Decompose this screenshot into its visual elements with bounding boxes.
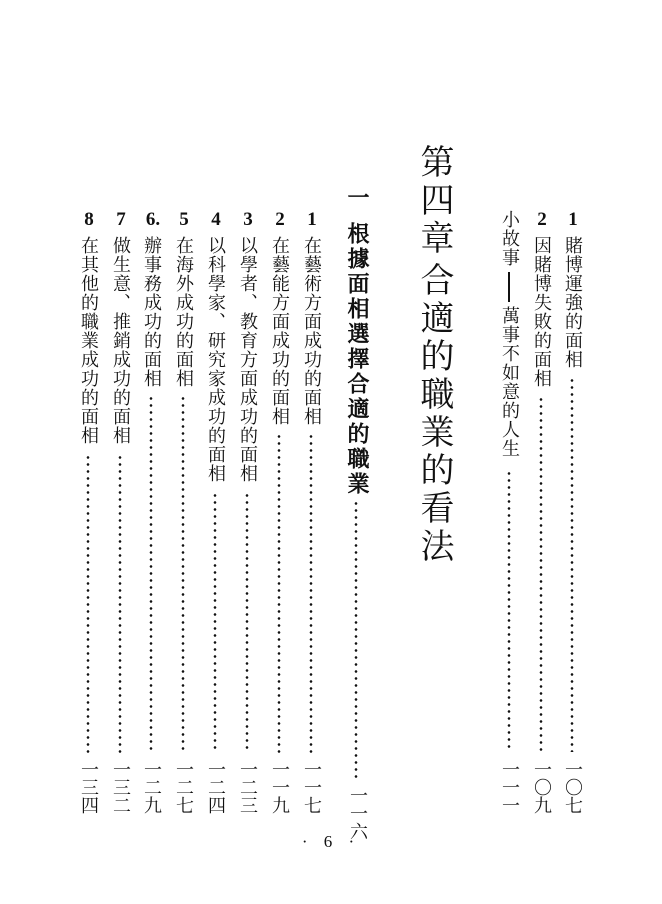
- dot-leader: [118, 454, 122, 753]
- entry-page: 一一九: [269, 760, 290, 814]
- section-title: 根據面相選擇合適的職業: [344, 222, 370, 497]
- entry-number: 3: [243, 209, 253, 230]
- entry-title: 做生意、推銷成功的面相: [110, 236, 131, 445]
- entry-number: 5: [179, 209, 189, 230]
- entry-page: 一一一: [499, 760, 520, 814]
- entry-page: 一〇七: [562, 760, 583, 814]
- entry-number: 1: [307, 209, 317, 230]
- entry-title: 以科學家、研究家成功的面相: [205, 236, 226, 483]
- entry-title: 在藝能方面成功的面相: [269, 236, 290, 426]
- dot-leader: [570, 377, 574, 752]
- entry-page: 一一七: [301, 760, 322, 814]
- entry-page: 一二九: [141, 760, 162, 814]
- entry-page: 一三二: [110, 760, 131, 814]
- entry-title: 因賭博失敗的面相: [531, 236, 552, 388]
- entry-page: 一二三: [237, 760, 258, 814]
- entry-title: 在其他的職業成功的面相: [78, 236, 99, 445]
- entry-number: 2: [275, 209, 285, 230]
- chapter-label: 第四章: [414, 144, 454, 258]
- section-page: 一一六: [347, 786, 368, 840]
- entry-number: 7: [116, 209, 126, 230]
- story-label: 小故事: [499, 210, 520, 267]
- entry-page: 一三四: [78, 760, 99, 814]
- entry-title: 以學者、教育方面成功的面相: [237, 236, 258, 483]
- em-dash: [508, 272, 510, 302]
- page-number: · 6 ·: [301, 832, 361, 851]
- entry-number: 4: [211, 209, 221, 230]
- entry-number: 2: [537, 209, 547, 230]
- entry-title: 在藝術方面成功的面相: [301, 236, 322, 426]
- dot-leader: [309, 433, 313, 753]
- dot-leader: [181, 395, 185, 753]
- section-number: 一: [344, 186, 370, 211]
- story-subtitle: 萬事不如意的人生: [499, 306, 520, 458]
- entry-number: 8: [84, 209, 94, 230]
- entry-title: 賭博運強的面相: [562, 236, 583, 369]
- dot-leader: [86, 454, 90, 753]
- entry-title: 辦事務成功的面相: [141, 236, 162, 388]
- entry-title: 在海外成功的面相: [173, 236, 194, 388]
- entry-page: 一〇九: [531, 760, 552, 814]
- dot-leader: [213, 492, 217, 753]
- dot-leader: [354, 500, 358, 778]
- entry-number: 1: [568, 209, 578, 230]
- dot-leader: [245, 492, 249, 753]
- entry-number: 6.: [145, 209, 161, 230]
- chapter-title: 合適的職業的看法: [414, 262, 454, 566]
- dot-leader: [277, 433, 281, 753]
- dot-leader: [149, 395, 153, 753]
- entry-page: 一二四: [205, 760, 226, 814]
- dot-leader: [539, 396, 543, 752]
- entry-page: 一二七: [173, 760, 194, 814]
- dot-leader: [507, 470, 511, 752]
